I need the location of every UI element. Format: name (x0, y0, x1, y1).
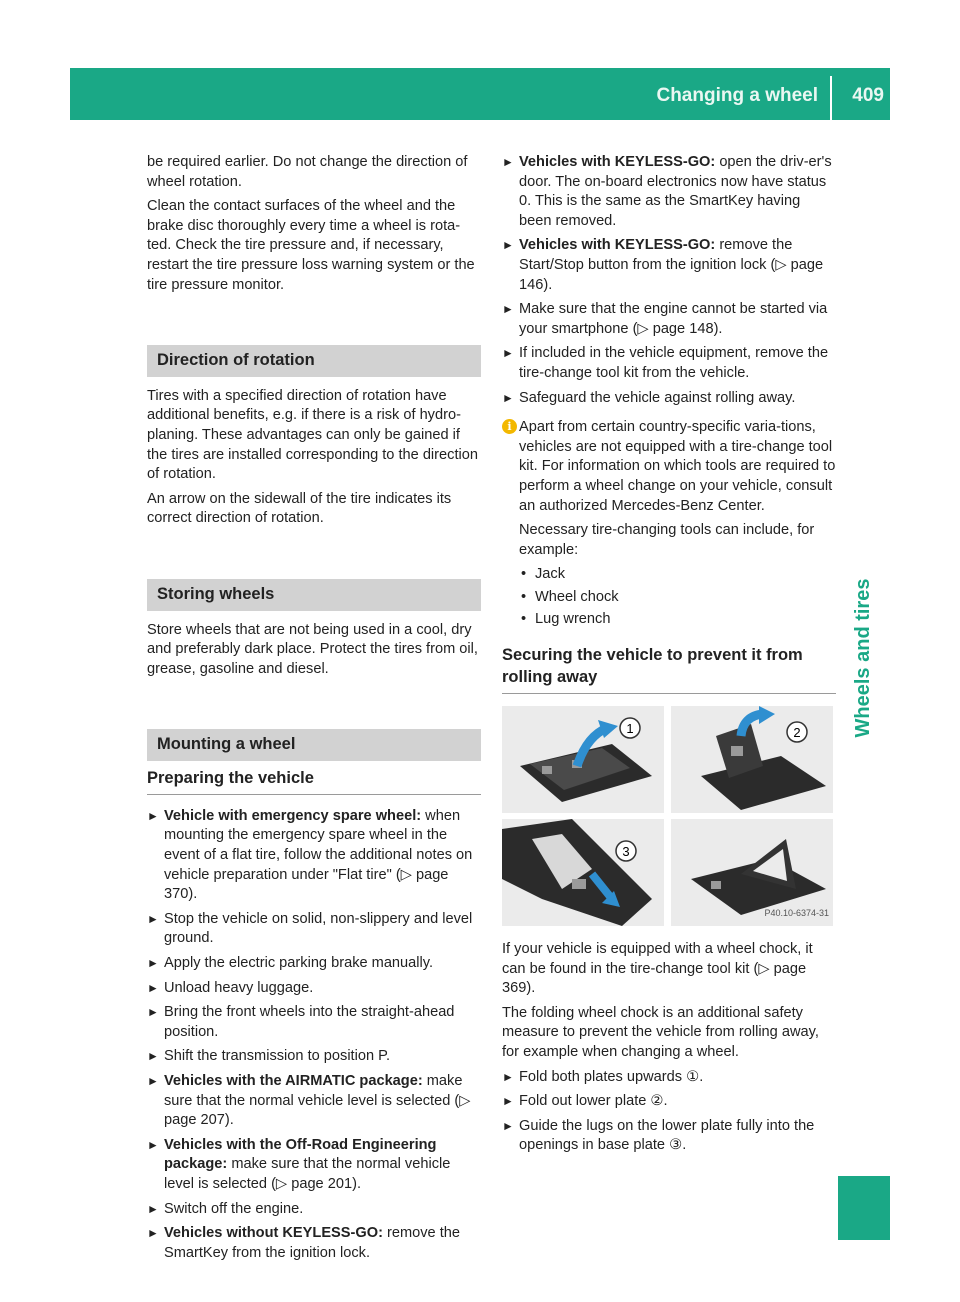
left-column (147, 153, 481, 1268)
figure-panel-1 (502, 706, 664, 813)
section-heading-mounting: Mounting a wheel (147, 729, 481, 761)
step-arrow-icon: ► (147, 1005, 159, 1020)
instruction-step: ► Fold out lower plate ②. (502, 1092, 836, 1112)
instruction-step: ► Bring the front wheels into the straight-ahead position. (147, 1004, 455, 1040)
paragraph: be required earlier. Do not change the direction of wheel rotation. (147, 154, 468, 190)
wheel-chock-figure (502, 706, 836, 930)
figure-panel-3 (502, 819, 664, 926)
paragraph: Clean the contact surfaces of the wheel and the brake disc thoroughly every time a wheel is rota-ted. Check the tire pressure and, if necessary, restart the tire pressure loss warning system or the tire pressure monitor. (147, 198, 475, 293)
instruction-step: ► Apply the electric parking brake manually. (147, 954, 481, 974)
step-arrow-icon: ► (502, 1094, 514, 1109)
section-heading-storing: Storing wheels (147, 579, 481, 611)
figure-panel-2 (671, 706, 833, 813)
figure-panel-4 (671, 819, 833, 926)
svg-text:3: 3 (622, 844, 630, 860)
step-arrow-icon: ► (147, 911, 159, 926)
instruction-step: ► Vehicles without KEYLESS-GO: remove the SmartKey from the ignition lock. (147, 1225, 461, 1261)
note-paragraph: Apart from certain country-specific varia-tions, vehicles are not equipped with a tire-change tool kit. For information on which tools are required to perform a wheel change on your vehicle, consult an authorized Mercedes-Benz Center. (519, 419, 836, 514)
instruction-step: ► Make sure that the engine cannot be started via your smartphone (▷ page 148). (502, 301, 828, 337)
info-note (502, 418, 836, 630)
note-paragraph: Necessary tire-changing tools can include, for example: (519, 522, 815, 558)
step-arrow-icon: ► (502, 155, 514, 169)
instruction-step: ► Switch off the engine. (147, 1200, 481, 1220)
side-tab (838, 540, 890, 770)
instruction-step: ► Vehicles with KEYLESS-GO: remove the Start/Stop button from the ignition lock (▷ page 146). (502, 237, 824, 293)
step-arrow-icon: ► (502, 346, 514, 361)
step-arrow-icon: ► (147, 1201, 159, 1216)
instruction-step: ► Unload heavy luggage. (147, 979, 481, 999)
list-item: • Jack (519, 565, 836, 585)
page-header-bar (70, 68, 890, 120)
side-tab-marker (838, 1176, 890, 1240)
figure-id: P40.10-6374-31 (764, 908, 829, 919)
subheading-securing: Securing the vehicle to prevent it from rolling away (502, 644, 836, 694)
section-heading-rotation: Direction of rotation (147, 345, 481, 377)
list-item: • Lug wrench (519, 610, 836, 630)
paragraph: If your vehicle is equipped with a wheel chock, it can be found in the tire-change tool kit (▷ page 369). (502, 941, 813, 997)
bullet-icon: • (521, 566, 527, 583)
step-arrow-icon: ► (147, 1074, 159, 1088)
step-arrow-icon: ► (502, 390, 514, 405)
bullet-icon: • (521, 611, 527, 628)
bullet-icon: • (521, 588, 527, 605)
step-arrow-icon: ► (147, 1226, 159, 1241)
info-icon: i (502, 419, 517, 434)
instruction-step: ► Vehicles with the AIRMATIC package: make sure that the normal vehicle level is selected (▷ page 207). (147, 1073, 471, 1129)
paragraph: Store wheels that are not being used in a cool, dry and preferably dark place. Protect the tires from oil, grease, gasoline and diesel. (147, 621, 478, 677)
step-arrow-icon: ► (147, 980, 159, 995)
page-number: 409 (852, 85, 884, 106)
instruction-step: ► Vehicle with emergency spare wheel: when mounting the emergency spare wheel in the event of a flat tire, follow the additional notes on vehicle preparation under "Flat tire" (▷ page 370). (147, 807, 473, 903)
step-arrow-icon: ► (502, 1069, 514, 1084)
step-arrow-icon: ► (502, 238, 514, 253)
instruction-step: ► Vehicles with KEYLESS-GO: open the driv-er's door. The on-board electronics now have status 0. This is the same as the SmartKey having been removed. (502, 154, 832, 229)
instruction-step: ► Fold both plates upwards ①. (502, 1068, 836, 1088)
step-arrow-icon: ► (147, 956, 159, 971)
paragraph: An arrow on the sidewall of the tire indicates its correct direction of rotation. (147, 490, 452, 527)
step-arrow-icon: ► (502, 302, 514, 317)
instruction-step: ► Stop the vehicle on solid, non-slippery and level ground. (147, 910, 473, 947)
instruction-step: ► Vehicles with the Off-Road Engineering package: make sure that the normal vehicle level is selected (▷ page 201). (147, 1136, 451, 1192)
step-arrow-icon: ► (147, 1137, 159, 1152)
paragraph: The folding wheel chock is an additional safety measure to prevent the vehicle from rolling away, for example when changing a wheel. (502, 1004, 819, 1061)
step-arrow-icon: ► (147, 1049, 159, 1064)
svg-text:2: 2 (793, 725, 801, 741)
right-column (502, 153, 836, 1161)
instruction-step: ► If included in the vehicle equipment, remove the tire-change tool kit from the vehicle. (502, 345, 829, 381)
page-title: Changing a wheel (656, 85, 818, 106)
instruction-step: ► Shift the transmission to position P. (147, 1047, 481, 1067)
paragraph: Tires with a specified direction of rotation have additional benefits, e.g. if there is a risk of hydro-planing. These advantages can only be gained if the tires are installed corresponding to the direction of rotation. (147, 387, 478, 483)
header-separator (830, 76, 832, 120)
subheading-preparing: Preparing the vehicle (147, 767, 481, 795)
step-arrow-icon: ► (147, 808, 159, 823)
instruction-step: ► Guide the lugs on the lower plate fully into the openings in base plate ③. (502, 1117, 815, 1154)
step-arrow-icon: ► (502, 1118, 514, 1133)
side-tab-label: Wheels and tires (852, 578, 875, 738)
list-item: • Wheel chock (519, 588, 836, 608)
instruction-step: ► Safeguard the vehicle against rolling away. (502, 389, 836, 409)
svg-text:1: 1 (626, 721, 634, 737)
